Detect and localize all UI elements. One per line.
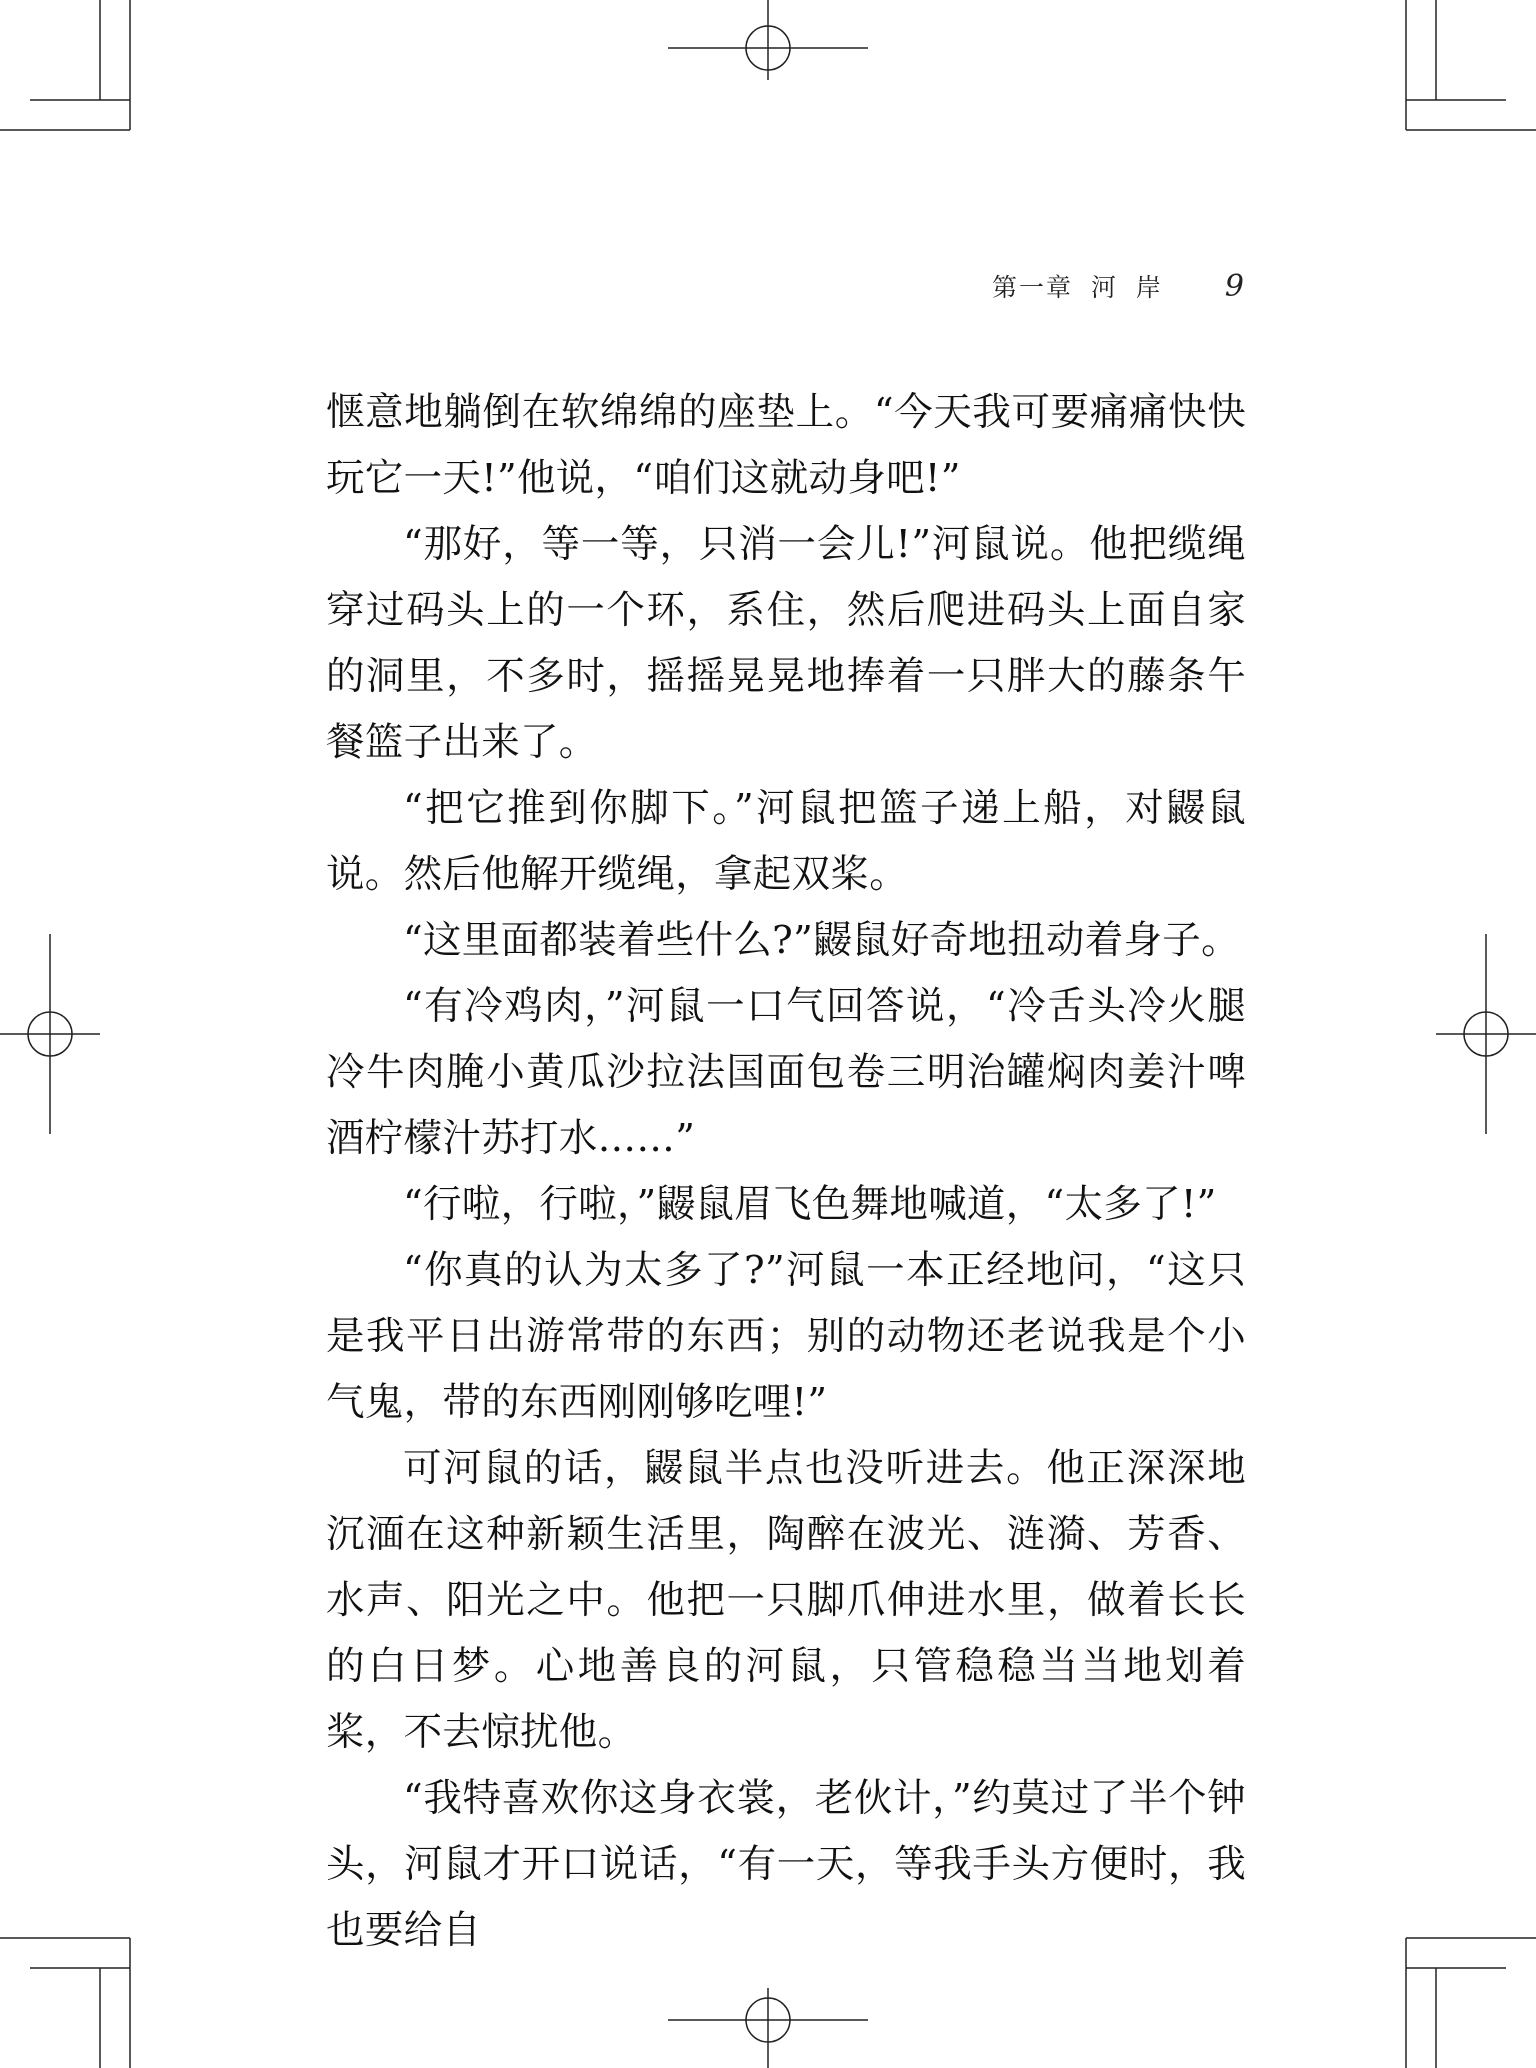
chapter-label: 第一章 [991,273,1073,302]
running-head [992,268,1244,308]
body-text [326,380,1246,1964]
paragraph: “有冷鸡肉，”河鼠一口气回答说，“冷舌头冷火腿冷牛肉腌小黄瓜沙拉法国面包卷三明治罐焖肉姜汁啤酒柠檬汁苏打水……” [326,984,1246,1161]
chapter-title: 河 岸 [1090,273,1167,302]
paragraph: “你真的认为太多了?”河鼠一本正经地问，“这只是我平日出游常带的东西；别的动物还老说我是个小气鬼，带的东西刚刚够吃哩!” [326,1248,1246,1425]
paragraph: “那好，等一等，只消一会儿!”河鼠说。他把缆绳穿过码头上的一个环，系住，然后爬进码头上面自家的洞里，不多时，摇摇晃晃地捧着一只胖大的藤条午餐篮子出来了。 [326,522,1246,765]
paragraph: 惬意地躺倒在软绵绵的座垫上。“今天我可要痛痛快快玩它一天!”他说，“咱们这就动身吧!” [326,390,1246,501]
paragraph: 可河鼠的话，鼹鼠半点也没听进去。他正深深地沉湎在这种新颖生活里，陶醉在波光、涟漪、芳香、水声、阳光之中。他把一只脚爪伸进水里，做着长长的白日梦。心地善良的河鼠，只管稳稳当当地划着桨，不去惊扰他。 [326,1446,1246,1755]
crop-mark-bottom-left [0,1938,130,2068]
paragraph: “这里面都装着些什么?”鼹鼠好奇地扭动着身子。 [403,918,1240,963]
crop-mark-top-right [1406,0,1536,130]
registration-mark-right [1436,934,1536,1134]
paragraph: “把它推到你脚下。”河鼠把篮子递上船，对鼹鼠说。然后他解开缆绳，拿起双桨。 [326,786,1246,897]
paragraph: “我特喜欢你这身衣裳，老伙计，”约莫过了半个钟头，河鼠才开口说话，“有一天，等我手头方便时，我也要给自 [326,1776,1246,1953]
crop-mark-bottom-right [1406,1938,1536,2068]
registration-mark-left [0,934,100,1134]
paragraph: “行啦，行啦，”鼹鼠眉飞色舞地喊道，“太多了!” [403,1182,1217,1227]
registration-mark-bottom [668,1988,868,2068]
crop-mark-top-left [0,0,130,130]
registration-mark-top [668,0,868,80]
page-number: 9 [1224,269,1244,304]
